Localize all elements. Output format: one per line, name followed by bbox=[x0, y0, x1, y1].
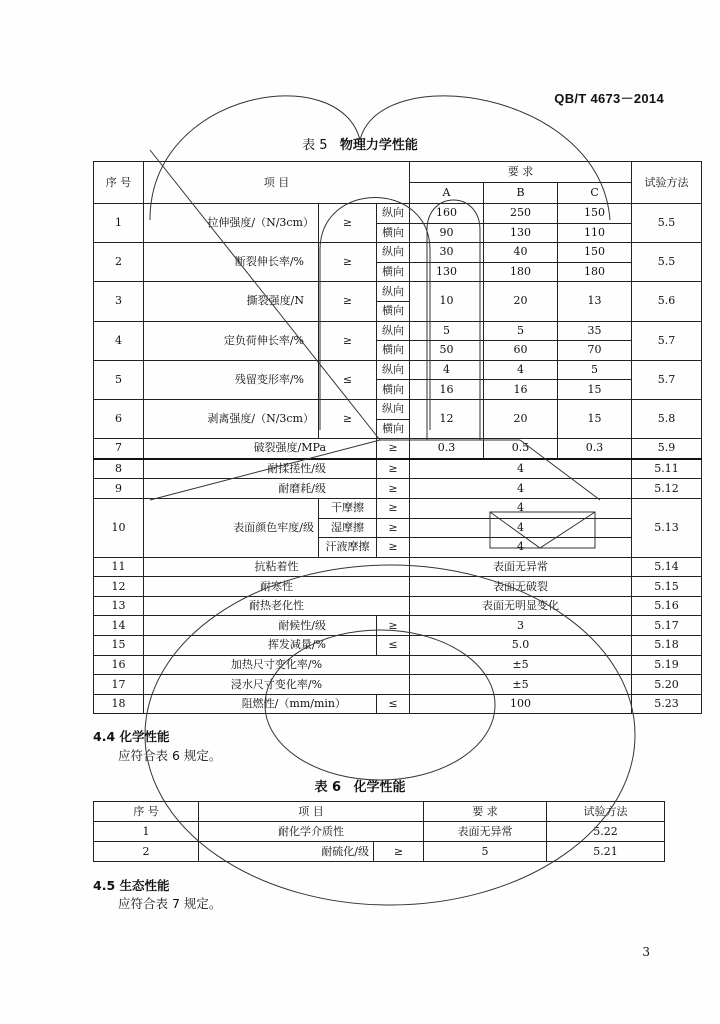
table-row: 7 破裂强度/MPa ≥ 0.3 0.5 0.3 5.9 bbox=[94, 439, 702, 459]
table-row: 8 耐揉搓性/级 ≥ 4 5.11 bbox=[94, 459, 702, 479]
table-row: 5 残留变形率/% ≤ 纵向 4 4 5 5.7 bbox=[94, 360, 702, 380]
t6-header-seq: 序 号 bbox=[94, 802, 199, 822]
table-row: 湿摩擦 ≥ 4 bbox=[94, 518, 702, 538]
table-row: 17 浸水尺寸变化率/% ±5 5.20 bbox=[94, 675, 702, 695]
section-4-5-heading: 4.5 生态性能 bbox=[93, 878, 170, 893]
section-4-5-body: 应符合表 7 规定。 bbox=[118, 896, 222, 911]
table-row: 3 撕裂强度/N ≥ 纵向 10 20 13 5.6 bbox=[94, 282, 702, 302]
standard-code: QB/T 4673－2014 bbox=[554, 91, 664, 106]
table5-title bbox=[0, 134, 720, 153]
t5-header-c: C bbox=[558, 183, 632, 204]
t6-header-method: 试验方法 bbox=[547, 802, 665, 822]
table-row: 1 耐化学介质性 表面无异常 5.22 bbox=[94, 822, 665, 842]
table6-title bbox=[0, 776, 720, 795]
table-row: 横向 50 60 70 bbox=[94, 341, 702, 361]
t5-header-req: 要 求 bbox=[410, 162, 632, 183]
table-row: 12 耐寒性 表面无破裂 5.15 bbox=[94, 577, 702, 597]
t5-header-item: 项 目 bbox=[144, 162, 410, 204]
t6-header-req: 要 求 bbox=[424, 802, 547, 822]
table6-title-text: 化学性能 bbox=[353, 780, 406, 795]
table-row: 6 剥离强度/（N/3cm） ≥ 纵向 12 20 15 5.8 bbox=[94, 399, 702, 419]
table-row: 横向 16 16 15 bbox=[94, 380, 702, 400]
t5-header-b: B bbox=[484, 183, 558, 204]
t5-header-seq: 序 号 bbox=[94, 162, 144, 204]
t5-header-method: 试验方法 bbox=[632, 162, 702, 204]
section-4-4-heading: 4.4 化学性能 bbox=[93, 729, 170, 744]
table-row: 15 挥发减量/% ≤ 5.0 5.18 bbox=[94, 636, 702, 656]
table-row: 横向 130 180 180 bbox=[94, 262, 702, 282]
table-row: 4 定负荷伸长率/% ≥ 纵向 5 5 35 5.7 bbox=[94, 321, 702, 341]
table-row: 10 表面颜色牢度/级 干摩擦 ≥ 4 5.13 bbox=[94, 498, 702, 518]
table-row: 14 耐候性/级 ≥ 3 5.17 bbox=[94, 616, 702, 636]
table-row: 16 加热尺寸变化率/% ±5 5.19 bbox=[94, 655, 702, 675]
table-row: 9 耐磨耗/级 ≥ 4 5.12 bbox=[94, 479, 702, 499]
page-number: 3 bbox=[642, 945, 650, 959]
table-row: 18 阻燃性/（mm/min） ≤ 100 5.23 bbox=[94, 694, 702, 714]
table-row: 2 耐硫化/级 ≥ 5 5.21 bbox=[94, 842, 665, 862]
table-row: 横向 bbox=[94, 419, 702, 439]
table-row: 横向 bbox=[94, 301, 702, 321]
section-4-4-body: 应符合表 6 规定。 bbox=[118, 748, 222, 763]
t6-header-item: 项 目 bbox=[199, 802, 424, 822]
table5-title-text: 物理力学性能 bbox=[339, 138, 418, 153]
table-row: 汗液摩擦 ≥ 4 bbox=[94, 538, 702, 558]
table5-physical-mechanical bbox=[93, 161, 702, 714]
table-row: 11 抗粘着性 表面无异常 5.14 bbox=[94, 557, 702, 577]
t5-header-a: A bbox=[410, 183, 484, 204]
table-row: 1 拉伸强度/（N/3cm） ≥ 纵向 160 250 150 5.5 bbox=[94, 204, 702, 224]
table5-title-number: 表 5 bbox=[302, 138, 328, 153]
table-row: 横向 90 130 110 bbox=[94, 223, 702, 243]
table-row: 2 断裂伸长率/% ≥ 纵向 30 40 150 5.5 bbox=[94, 243, 702, 263]
table-row: 13 耐热老化性 表面无明显变化 5.16 bbox=[94, 596, 702, 616]
table6-chemical bbox=[93, 801, 665, 862]
table6-title-number: 表 6 bbox=[314, 780, 342, 795]
